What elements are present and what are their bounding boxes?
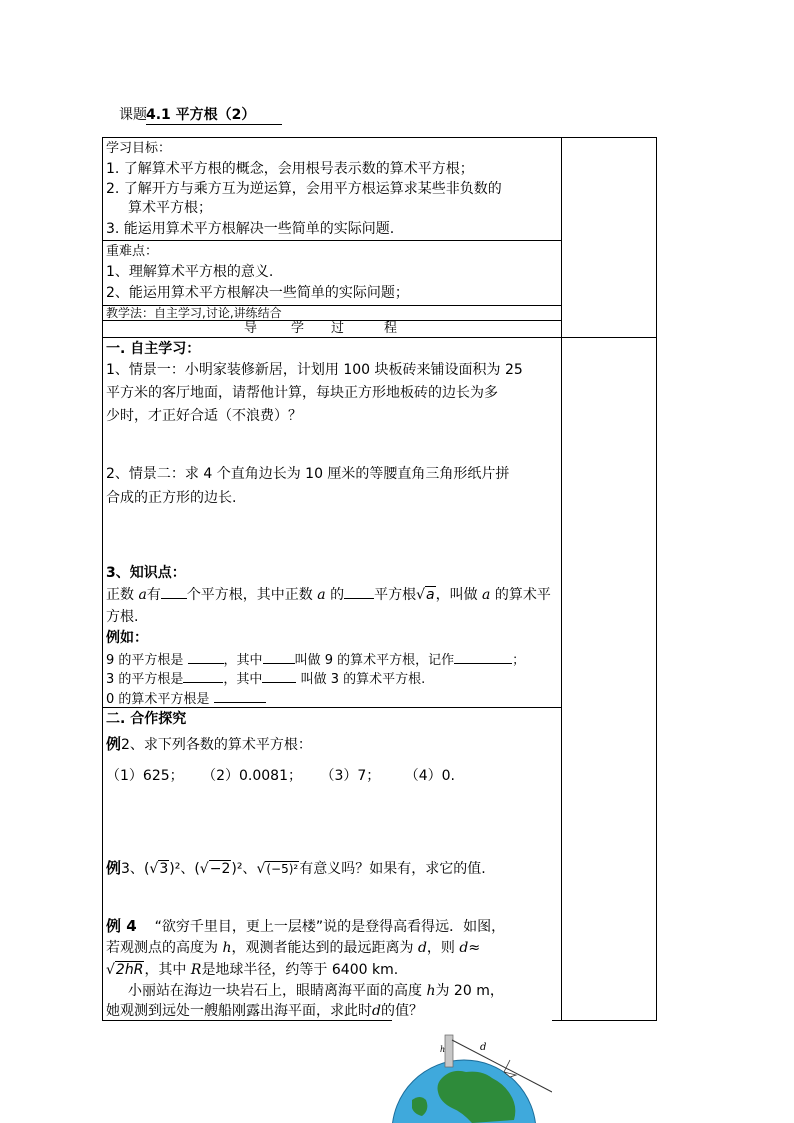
keypoints-heading: 重难点： [106, 244, 159, 259]
goal-item: 1. 了解算术平方根的概念，会用根号表示数的算术平方根； [106, 161, 474, 177]
keypoint-item: 1、理解算术平方根的意义. [106, 264, 274, 280]
figure-label-h: h [440, 1045, 446, 1054]
knowledge-heading: 3、知识点： [106, 565, 186, 581]
example4-line: 若观测点的高度为 h，观测者能达到的最远距离为 d，则 d≈ [106, 940, 481, 956]
fill-blank[interactable] [454, 651, 512, 664]
scene1-line: 平方米的客厅地面，请帮他计算，每块正方形地板砖的边长为多 [106, 385, 498, 401]
process-header-char: 导 [244, 321, 258, 336]
goal-item: 3. 能运用算术平方根解决一些简单的实际问题. [106, 221, 395, 237]
fill-blank[interactable] [161, 586, 187, 599]
example4-line: 她观测到远处一艘船刚露出海平面，求此时d的值？ [106, 1003, 423, 1019]
scene1-line: 1、情景一：小明家装修新居，计划用 100 块板砖来铺设面积为 25 [106, 362, 523, 378]
fill-blank[interactable] [183, 670, 223, 683]
figure-label-d: d [480, 1042, 487, 1053]
title-prefix: 课题 [119, 107, 147, 123]
process-header-char: 程 [384, 321, 398, 336]
earth-figure [392, 1020, 552, 1123]
fill-blank[interactable] [263, 651, 295, 664]
fill-blank[interactable] [344, 586, 374, 599]
example2: 例2、求下列各数的算术平方根： [106, 735, 312, 753]
example2-items: （1）625； （2）0.0081； （3）7； （4）0. [106, 768, 455, 784]
knowledge-line: 正数 a有 个平方根，其中正数 a 的 平方根√a，叫做 a 的算术平 [106, 587, 551, 603]
example-line: 9 的平方根是 ，其中 叫做 9 的算术平方根，记作 ； [106, 653, 526, 668]
goal-item: 2. 了解开方与乘方互为逆运算，会用平方根运算求某些非负数的 [106, 181, 502, 197]
example-line: 3 的平方根是 ，其中 叫做 3 的算术平方根. [106, 672, 426, 687]
goals-heading: 学习目标： [106, 141, 172, 156]
example4-line: √2hR，其中 R是地球半径，约等于 6400 km. [106, 962, 399, 978]
process-header-char: 过 [331, 321, 345, 336]
keypoint-item: 2、能运用算术平方根解决一些简单的实际问题； [106, 285, 409, 301]
section1-heading: 一. 自主学习： [106, 341, 201, 357]
teaching-method: 教学法：自主学习,讨论,讲练结合 [106, 306, 282, 320]
goal-item: 算术平方根； [128, 200, 212, 216]
var-a: a [138, 587, 147, 603]
example3: 例3、(√3)²、(√−2)²、√(−5)²有意义吗？如果有，求它的值. [106, 859, 486, 877]
example-heading: 例如： [106, 630, 148, 646]
fill-blank[interactable] [262, 670, 296, 683]
example-line: 0 的算术平方根是 [106, 690, 266, 708]
fill-blank[interactable] [188, 651, 224, 664]
example4-line: 例 4 “欲穷千里目，更上一层楼”说的是登得高看得远．如图， [106, 917, 506, 935]
section2-heading: 二. 合作探究 [106, 711, 187, 727]
process-header-char: 学 [291, 321, 305, 336]
fill-blank[interactable] [214, 690, 266, 703]
knowledge-line: 方根. [106, 609, 139, 625]
scene2-line: 合成的正方形的边长. [106, 490, 237, 506]
page-title: 4.1 平方根（2） [146, 107, 282, 125]
example4-line: 小丽站在海边一块岩石上，眼睛离海平面的高度 h为 20 m， [128, 983, 504, 999]
sqrt-a: √a [416, 587, 435, 603]
scene2-line: 2、情景二：求 4 个直角边长为 10 厘米的等腰直角三角形纸片拼 [106, 466, 510, 482]
scene1-line: 少时，才正好合适（不浪费）？ [106, 408, 302, 424]
